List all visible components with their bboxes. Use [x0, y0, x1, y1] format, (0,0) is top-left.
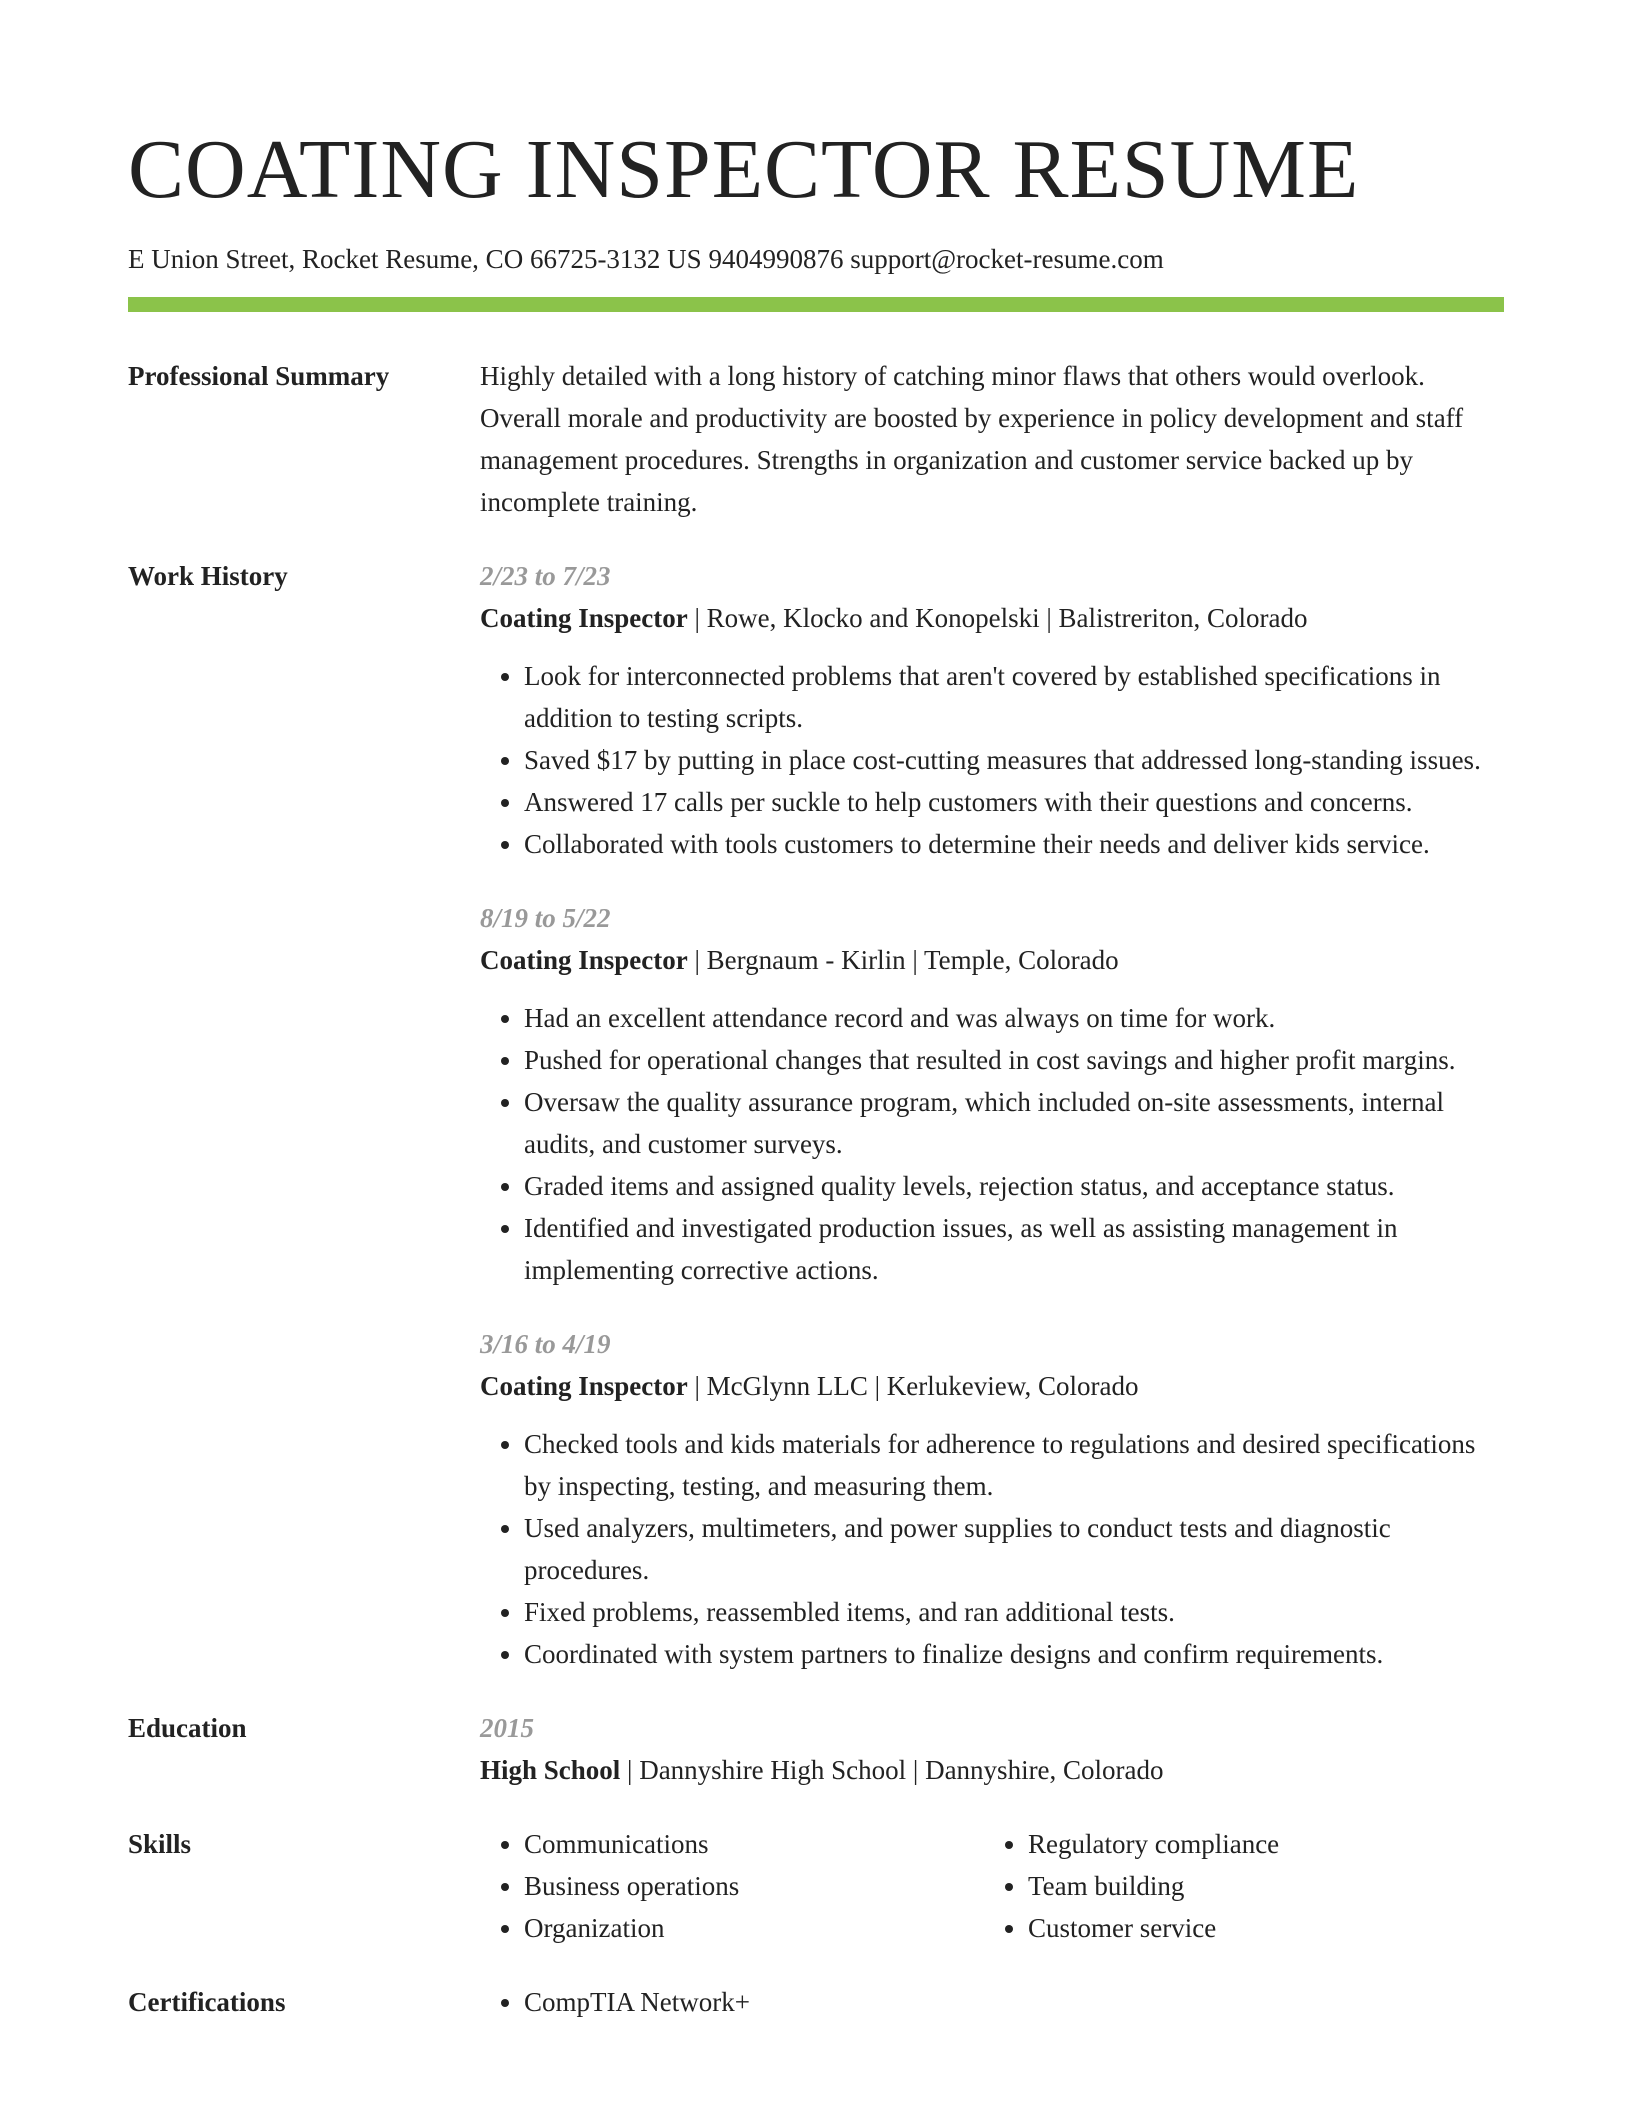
- work-history-heading: Work History: [128, 561, 288, 591]
- job-details: | Bergnaum - Kirlin | Temple, Colorado: [687, 945, 1119, 975]
- list-item: • Had an excellent attendance record and was always on time for work.: [524, 997, 1504, 1039]
- job-dates: 2/23 to 7/23: [480, 561, 611, 591]
- education-heading: Education: [128, 1713, 247, 1743]
- certifications-section: [128, 1981, 1504, 2023]
- summary-section: [128, 355, 1504, 523]
- summary-text: Highly detailed with a long history of catching minor flaws that others would overlook. Overall morale and productivity are boosted by experience in policy development and staff management procedures. Strengths in organization and customer service backed up by incomplete training.: [480, 361, 1464, 517]
- job-title: Coating Inspector: [480, 945, 688, 975]
- job-role: [480, 1365, 1504, 1407]
- list-item: • Checked tools and kids materials for adherence to regulations and desired specifications by inspecting, testing, and measuring them.: [524, 1423, 1504, 1507]
- skill-item: • Customer service: [1028, 1907, 1488, 1949]
- job-bullets: [480, 1423, 1504, 1675]
- certifications-heading: Certifications: [128, 1987, 286, 2017]
- education-section: [128, 1707, 1504, 1791]
- certifications-list: [480, 1981, 1504, 2023]
- job-details: | Rowe, Klocko and Konopelski | Balistreriton, Colorado: [687, 603, 1308, 633]
- list-item: • Coordinated with system partners to finalize designs and confirm requirements.: [524, 1633, 1504, 1675]
- job-entry: [480, 555, 1504, 865]
- accent-divider: [128, 297, 1504, 312]
- job-role: [480, 939, 1504, 981]
- education-degree: High School: [480, 1755, 621, 1785]
- job-details: | McGlynn LLC | Kerlukeview, Colorado: [687, 1371, 1139, 1401]
- skills-grid: [480, 1823, 1504, 1949]
- contact-line: E Union Street, Rocket Resume, CO 66725-3132 US 9404990876 support@rocket-resume.com: [128, 244, 1164, 274]
- skills-section: [128, 1823, 1504, 1949]
- list-item: • Used analyzers, multimeters, and power supplies to conduct tests and diagnostic procedures.: [524, 1507, 1504, 1591]
- work-history-section: [128, 555, 1504, 1675]
- education-year: 2015: [480, 1713, 534, 1743]
- list-item: • Pushed for operational changes that resulted in cost savings and higher profit margins.: [524, 1039, 1504, 1081]
- summary-heading: Professional Summary: [128, 361, 390, 391]
- job-dates: 3/16 to 4/19: [480, 1329, 611, 1359]
- skills-column: [480, 1823, 984, 1949]
- skill-item: • Regulatory compliance: [1028, 1823, 1488, 1865]
- education-entry: [480, 1749, 1504, 1791]
- skill-item: • Business operations: [524, 1865, 984, 1907]
- education-details: | Dannyshire High School | Dannyshire, Colorado: [620, 1755, 1164, 1785]
- list-item: • Identified and investigated production issues, as well as assisting management in implementing corrective actions.: [524, 1207, 1504, 1291]
- job-dates: 8/19 to 5/22: [480, 903, 611, 933]
- list-item: • Saved $17 by putting in place cost-cutting measures that addressed long-standing issues.: [524, 739, 1504, 781]
- list-item: • Oversaw the quality assurance program, which included on-site assessments, internal audits, and customer surveys.: [524, 1081, 1504, 1165]
- certification-item: • CompTIA Network+: [524, 1981, 1504, 2023]
- list-item: • Answered 17 calls per suckle to help customers with their questions and concerns.: [524, 781, 1504, 823]
- job-title: Coating Inspector: [480, 1371, 688, 1401]
- skill-item: • Organization: [524, 1907, 984, 1949]
- list-item: • Collaborated with tools customers to determine their needs and deliver kids service.: [524, 823, 1504, 865]
- skill-item: • Team building: [1028, 1865, 1488, 1907]
- job-role: [480, 597, 1504, 639]
- list-item: • Graded items and assigned quality levels, rejection status, and acceptance status.: [524, 1165, 1504, 1207]
- skills-heading: Skills: [128, 1829, 192, 1859]
- job-bullets: [480, 997, 1504, 1291]
- list-item: • Fixed problems, reassembled items, and ran additional tests.: [524, 1591, 1504, 1633]
- skills-column: [984, 1823, 1488, 1949]
- job-entry: [480, 897, 1504, 1291]
- job-title: Coating Inspector: [480, 603, 688, 633]
- list-item: • Look for interconnected problems that aren't covered by established specifications in addition to testing scripts.: [524, 655, 1504, 739]
- skill-item: • Communications: [524, 1823, 984, 1865]
- resume-title: COATING INSPECTOR RESUME: [128, 123, 1360, 216]
- job-bullets: [480, 655, 1504, 865]
- job-entry: [480, 1323, 1504, 1675]
